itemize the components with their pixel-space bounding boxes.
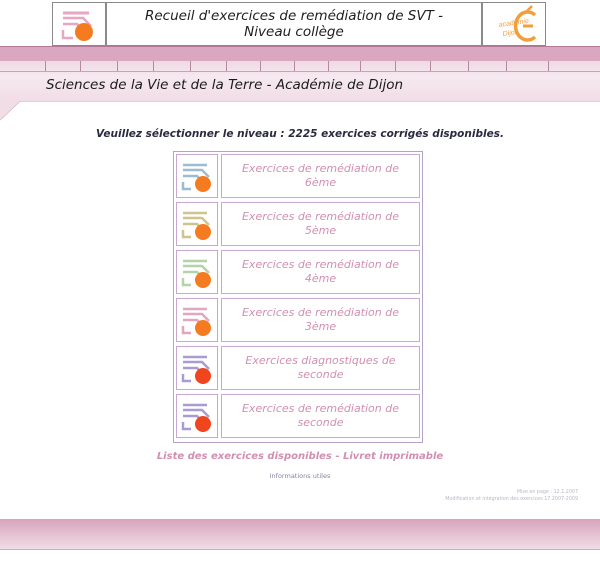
page-title: Recueil d'exercices de remédiation de SVT - Niveau collège (144, 8, 444, 40)
level-link-label[interactable]: Exercices de remédiation de 5ème (241, 210, 399, 237)
footer-band (0, 519, 600, 549)
level-icon-cell[interactable] (176, 394, 218, 438)
header-band-decoration (0, 61, 600, 73)
level-row (176, 298, 420, 342)
svt-level-icon (177, 203, 217, 245)
level-link-label[interactable]: Exercices de remédiation de 4ème (241, 258, 399, 285)
level-icon-cell[interactable] (176, 298, 218, 342)
informations-utiles-link[interactable]: Informations utiles (269, 472, 331, 480)
header-band-top (0, 46, 600, 62)
academie-dijon-logo-icon (483, 3, 545, 45)
svt-logo-icon (53, 3, 105, 45)
level-link-5eme[interactable] (221, 202, 420, 246)
level-icon-cell[interactable] (176, 202, 218, 246)
level-link-6eme[interactable] (221, 154, 420, 198)
level-link-label[interactable]: Exercices diagnostiques de seconde (245, 354, 396, 381)
level-icon-cell[interactable] (176, 250, 218, 294)
level-link-seconde-diagnostic[interactable] (221, 346, 420, 390)
level-table (173, 151, 423, 443)
site-name: Sciences de la Vie et de la Terre - Académie de Dijon (46, 77, 404, 93)
svt-level-icon (177, 299, 217, 341)
level-row (176, 394, 420, 438)
level-icon-cell[interactable] (176, 346, 218, 390)
level-link-3eme[interactable] (221, 298, 420, 342)
svg-text:Dijon: Dijon (502, 28, 520, 38)
update-exercises-date: Modification et intégration des exercices 17.2007-2009 (445, 497, 578, 502)
svt-level-icon (177, 395, 217, 437)
svt-level-icon (177, 347, 217, 389)
level-row (176, 202, 420, 246)
level-link-label[interactable]: Exercices de remédiation de 6ème (241, 162, 399, 189)
svt-level-icon (177, 155, 217, 197)
level-link-label[interactable]: Exercices de remédiation de seconde (241, 402, 399, 429)
svg-text:académie: académie (498, 17, 530, 29)
footer-divider (0, 549, 600, 550)
svt-level-icon (177, 251, 217, 293)
level-row (176, 250, 420, 294)
update-date: Mise en page : 12.1.2007 (516, 490, 578, 495)
level-row (176, 346, 420, 390)
academie-dijon-logo (482, 2, 546, 46)
level-icon-cell[interactable] (176, 154, 218, 198)
level-link-4eme[interactable] (221, 250, 420, 294)
level-link-label[interactable]: Exercices de remédiation de 3ème (241, 306, 399, 333)
site-logo (52, 2, 106, 46)
level-link-seconde-remediation[interactable] (221, 394, 420, 438)
intro-text: Veuillez sélectionner le niveau : 2225 exercices corrigés disponibles. (96, 128, 504, 140)
title-box (106, 2, 482, 46)
livret-imprimable-link[interactable]: Liste des exercices disponibles - Livret imprimable (156, 451, 444, 462)
header-band-bevel (0, 101, 600, 121)
level-row (176, 154, 420, 198)
